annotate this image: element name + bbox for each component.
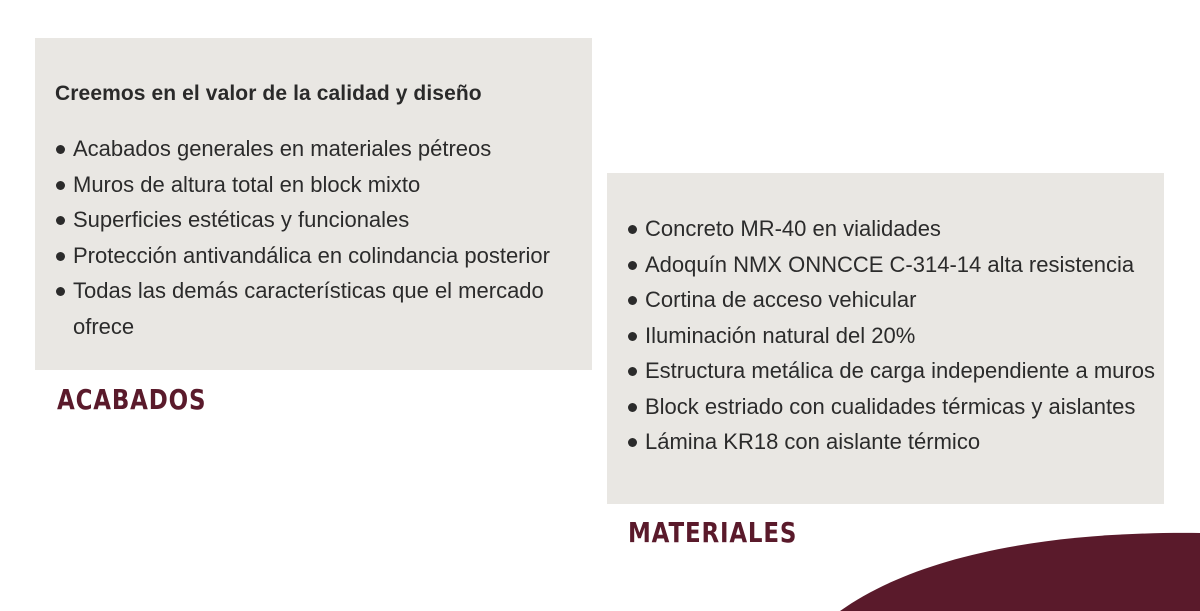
bullet-icon — [56, 287, 65, 296]
bullet-icon — [628, 438, 637, 447]
bullet-icon — [628, 332, 637, 341]
acabados-list — [55, 131, 555, 344]
materiales-panel — [607, 173, 1164, 504]
list-item — [55, 238, 555, 274]
materiales-list — [627, 211, 1162, 460]
bullet-icon — [628, 261, 637, 270]
acabados-panel — [35, 38, 592, 370]
list-item — [627, 282, 1162, 318]
list-item-text: Iluminación natural del 20% — [645, 322, 916, 348]
list-item-text: Muros de altura total en block mixto — [73, 171, 421, 197]
list-item — [627, 318, 1162, 354]
list-item-text: Cortina de acceso vehicular — [645, 287, 917, 312]
list-item-text: Superficies estéticas y funcionales — [73, 207, 410, 232]
bullet-icon — [628, 225, 637, 234]
list-item-text: Block estriado con cualidades térmicas y aislantes — [645, 393, 1136, 419]
bullet-icon — [56, 181, 65, 190]
list-item — [627, 389, 1162, 425]
list-item — [627, 211, 1162, 247]
bullet-icon — [56, 145, 65, 154]
acabados-heading: Creemos en el valor de la calidad y diseño — [55, 82, 482, 105]
list-item — [627, 247, 1162, 283]
bullet-icon — [56, 252, 65, 261]
bullet-icon — [628, 403, 637, 412]
list-item — [627, 353, 1162, 389]
list-item — [55, 273, 555, 344]
list-item — [55, 202, 555, 238]
list-item-text: Concreto MR-40 en vialidades — [645, 216, 941, 241]
list-item — [627, 424, 1162, 460]
list-item-text: Todas las demás características que el mercado ofrece — [73, 278, 544, 339]
bullet-icon — [628, 296, 637, 305]
decorative-wave-shape — [840, 531, 1200, 611]
list-item-text: Lámina KR18 con aislante térmico — [645, 429, 981, 454]
list-item-text: Acabados generales en materiales pétreos — [73, 136, 492, 161]
list-item-text: Protección antivandálica en colindancia posterior — [73, 242, 550, 268]
list-item-text: Adoquín NMX ONNCCE C-314-14 alta resistencia — [645, 251, 1135, 277]
bullet-icon — [628, 367, 637, 376]
bullet-icon — [56, 216, 65, 225]
acabados-section-title: ACABADOS — [57, 383, 207, 416]
materiales-section-title: MATERIALES — [628, 516, 798, 549]
list-item — [55, 131, 555, 167]
list-item-text: Estructura metálica de carga independiente a muros — [645, 358, 1155, 383]
list-item — [55, 167, 555, 203]
